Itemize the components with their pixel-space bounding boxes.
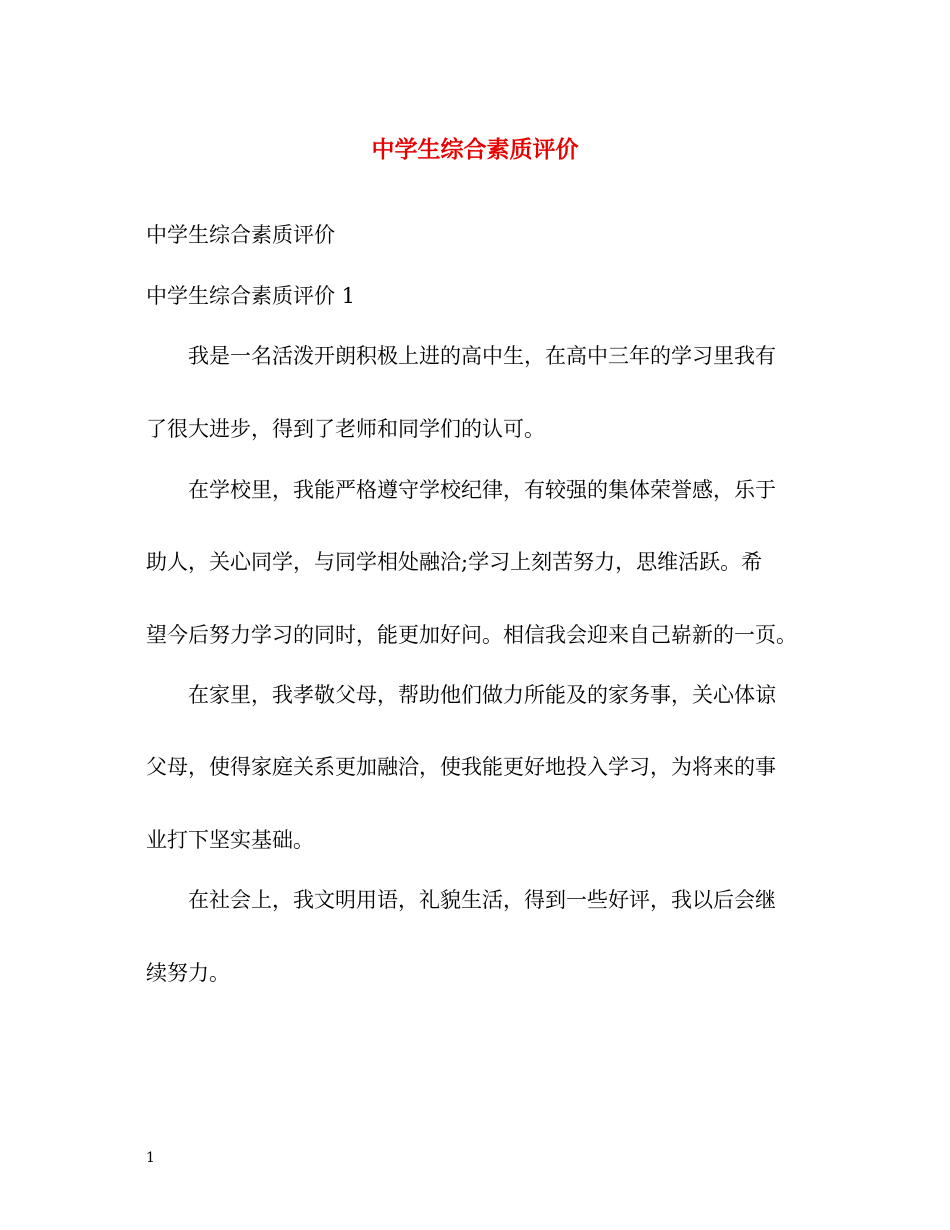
page-number: 1 bbox=[146, 1150, 155, 1166]
paragraph-line: 了很大进步，得到了老师和同学们的认可。 bbox=[146, 417, 545, 441]
paragraph-line: 父母，使得家庭关系更加融洽，使我能更好地投入学习，为将来的事 bbox=[146, 755, 776, 779]
paragraph-line: 在学校里，我能严格遵守学校纪律，有较强的集体荣誉感，乐于 bbox=[188, 478, 776, 502]
heading-1: 中学生综合素质评价 bbox=[146, 223, 335, 247]
paragraph-line: 业打下坚实基础。 bbox=[146, 828, 314, 852]
paragraph-line: 助人，关心同学，与同学相处融洽;学习上刻苦努力，思维活跃。希 bbox=[146, 550, 763, 574]
heading-2: 中学生综合素质评价 1 bbox=[146, 284, 356, 308]
paragraph-line: 在社会上，我文明用语，礼貌生活，得到一些好评，我以后会继 bbox=[188, 888, 776, 912]
paragraph-line: 望今后努力学习的同时，能更加好问。相信我会迎来自己崭新的一页。 bbox=[146, 623, 797, 647]
paragraph-line: 续努力。 bbox=[146, 961, 230, 985]
paragraph-line: 我是一名活泼开朗积极上进的高中生，在高中三年的学习里我有 bbox=[188, 344, 776, 368]
document-title: 中学生综合素质评价 bbox=[371, 136, 579, 163]
paragraph-line: 在家里，我孝敬父母，帮助他们做力所能及的家务事，关心体谅 bbox=[188, 683, 776, 707]
